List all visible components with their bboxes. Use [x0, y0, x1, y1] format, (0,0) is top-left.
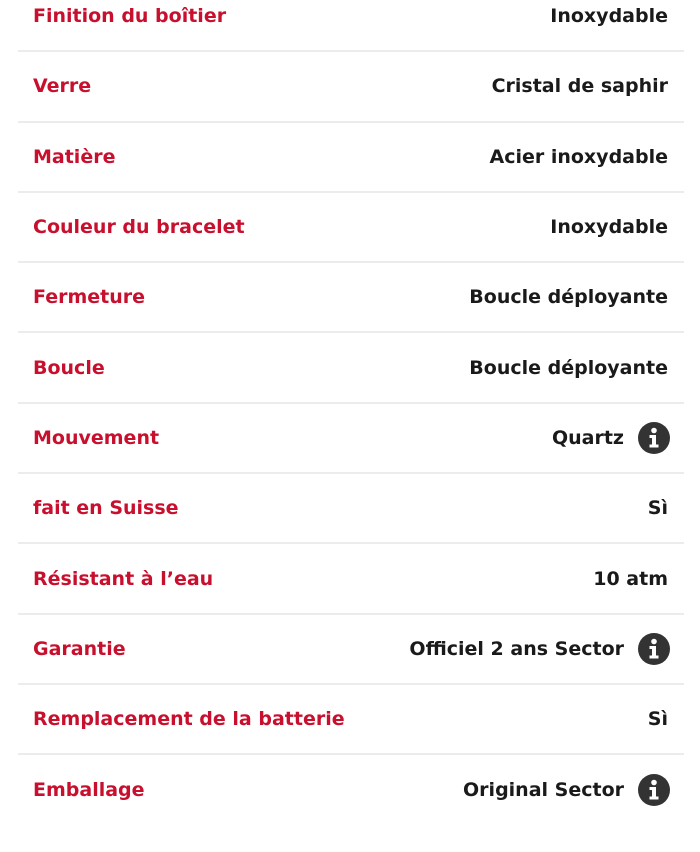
spec-label: Boucle [33, 356, 105, 379]
spec-label: Couleur du bracelet [33, 216, 245, 239]
spec-row-buckle [18, 333, 684, 403]
spec-value-group [409, 633, 668, 665]
spec-value: Officiel 2 ans Sector [409, 637, 624, 660]
spec-label: Emballage [33, 779, 145, 802]
spec-row-strap-color [18, 193, 684, 263]
spec-value-group [469, 357, 668, 379]
spec-value-group [593, 568, 668, 590]
spec-row-closure [18, 263, 684, 333]
spec-label: Matière [33, 145, 116, 168]
info-icon[interactable] [638, 774, 670, 806]
spec-row-case-finish [18, 0, 684, 52]
spec-label: Verre [33, 75, 92, 98]
spec-value-group [648, 708, 668, 730]
spec-value: 10 atm [593, 567, 668, 590]
spec-value: Acier inoxydable [489, 145, 668, 168]
spec-row-swiss-made [18, 474, 684, 544]
spec-row-glass [18, 52, 684, 122]
specifications-list [18, 0, 684, 826]
spec-value-group [463, 774, 668, 806]
spec-label: fait en Suisse [33, 497, 179, 520]
spec-label: Fermeture [33, 286, 146, 309]
spec-value-group [550, 216, 668, 238]
spec-row-movement [18, 404, 684, 474]
spec-value: Cristal de saphir [491, 75, 668, 98]
spec-row-battery-replacement [18, 685, 684, 755]
spec-value: Sì [647, 497, 668, 520]
spec-row-packaging [18, 755, 684, 825]
info-icon[interactable] [638, 633, 670, 665]
info-icon[interactable] [638, 422, 670, 454]
spec-value: Boucle déployante [469, 286, 668, 309]
spec-value: Sì [647, 708, 668, 731]
spec-value: Quartz [551, 426, 624, 449]
spec-label: Remplacement de la batterie [33, 708, 345, 731]
spec-row-warranty [18, 615, 684, 685]
spec-value: Inoxydable [550, 216, 668, 239]
spec-value-group [552, 422, 668, 454]
spec-value: Original Sector [463, 779, 624, 802]
spec-value-group [648, 497, 668, 519]
spec-value: Boucle déployante [469, 356, 668, 379]
spec-value-group [492, 75, 668, 97]
spec-label: Résistant à l’eau [33, 567, 214, 590]
spec-value-group [550, 5, 668, 27]
spec-value-group [469, 286, 668, 308]
spec-value-group [489, 146, 668, 168]
spec-row-material [18, 123, 684, 193]
spec-value: Inoxydable [550, 5, 668, 28]
spec-row-water-resistance [18, 544, 684, 614]
spec-label: Finition du boîtier [33, 5, 227, 28]
spec-label: Mouvement [33, 426, 160, 449]
spec-label: Garantie [33, 637, 126, 660]
